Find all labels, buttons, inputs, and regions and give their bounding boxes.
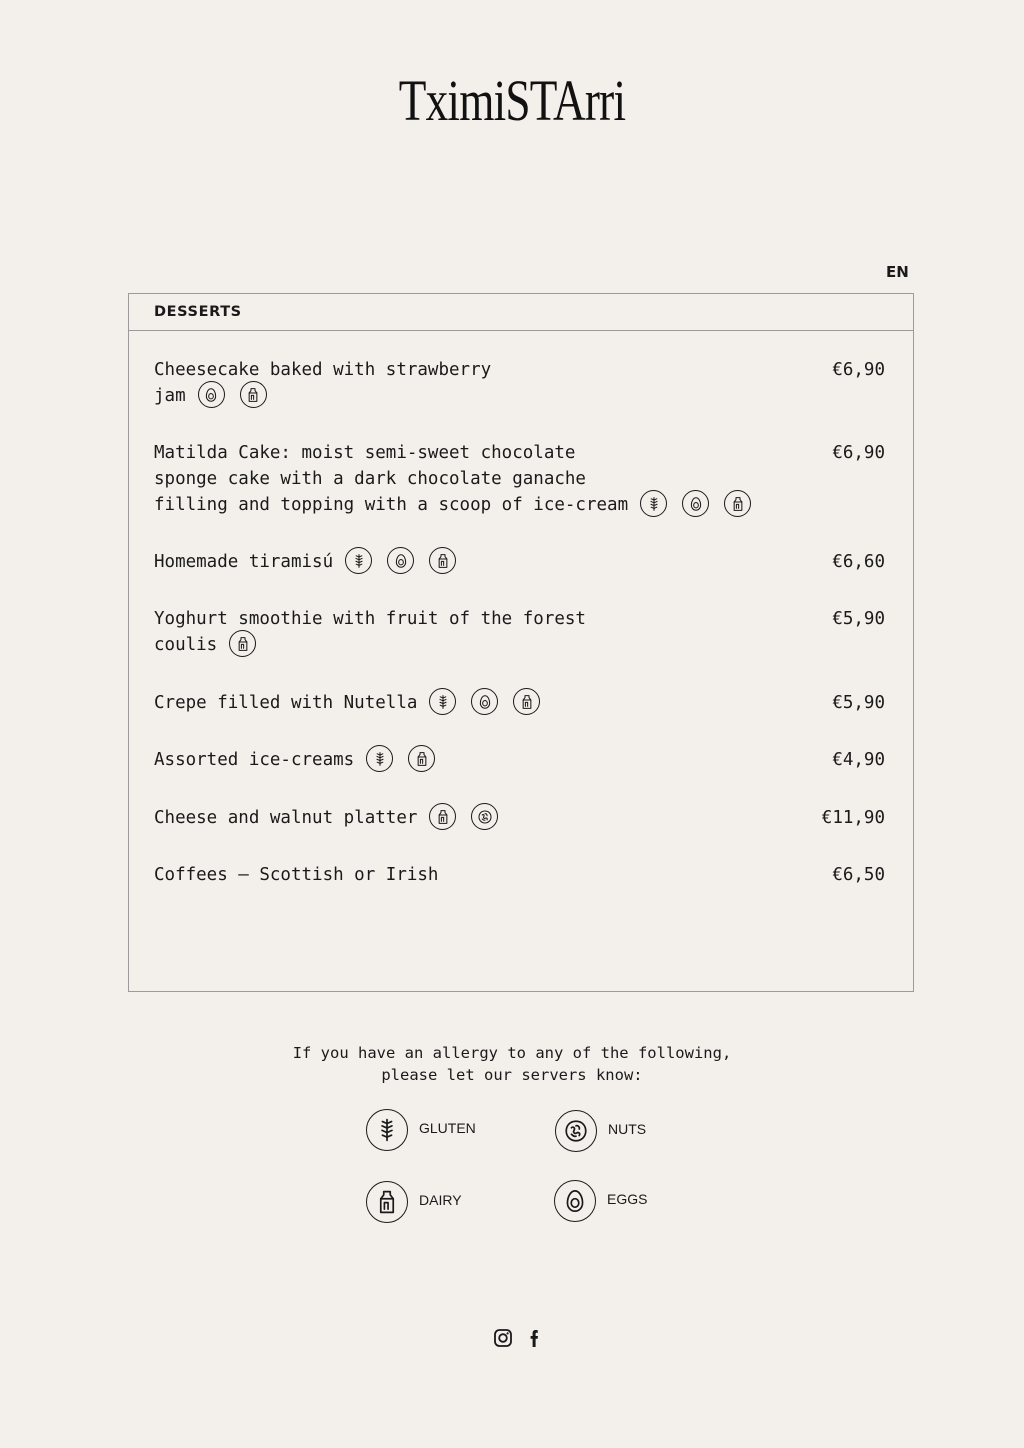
item-price: €6,90 bbox=[832, 360, 885, 380]
dairy-icon bbox=[429, 803, 456, 830]
item-price: €6,50 bbox=[832, 865, 885, 885]
nuts-icon bbox=[471, 803, 498, 830]
item-price: €5,90 bbox=[832, 609, 885, 629]
dairy-icon bbox=[513, 688, 540, 715]
item-name: Cheese and walnut platter bbox=[154, 808, 418, 828]
item-name: Coffees – Scottish or Irish bbox=[154, 865, 439, 885]
item-name: Matilda Cake: moist semi-sweet chocolate sponge cake with a dark chocolate ganache filling and topping with a scoop of ice-cream bbox=[154, 443, 629, 515]
menu-item bbox=[154, 357, 884, 410]
dairy-icon bbox=[408, 745, 435, 772]
facebook-icon[interactable] bbox=[525, 1327, 545, 1353]
instagram-icon[interactable] bbox=[493, 1327, 513, 1353]
legend-dairy bbox=[366, 1181, 462, 1223]
social-links bbox=[493, 1327, 545, 1353]
item-name: Yoghurt smoothie with fruit of the forest coulis bbox=[154, 609, 586, 655]
eggs-icon bbox=[387, 547, 414, 574]
menu-item bbox=[154, 549, 884, 576]
legend-gluten bbox=[366, 1109, 476, 1151]
legend-label: NUTS bbox=[608, 1121, 647, 1137]
brand-logo: TximiSTArri bbox=[398, 68, 626, 133]
menu-item bbox=[154, 440, 884, 519]
gluten-icon bbox=[429, 688, 456, 715]
gluten-icon bbox=[345, 547, 372, 574]
allergy-note-line: If you have an allergy to any of the following, bbox=[292, 1044, 732, 1062]
menu-section bbox=[128, 293, 914, 992]
allergy-note bbox=[0, 1042, 1024, 1086]
item-price: €6,90 bbox=[832, 443, 885, 463]
eggs-icon bbox=[554, 1180, 596, 1222]
menu-item bbox=[154, 690, 884, 717]
item-price: €4,90 bbox=[832, 750, 885, 770]
legend-nuts bbox=[555, 1110, 646, 1152]
dairy-icon bbox=[429, 547, 456, 574]
language-selector[interactable]: EN bbox=[886, 263, 909, 281]
item-price: €5,90 bbox=[832, 693, 885, 713]
item-name: Assorted ice-creams bbox=[154, 750, 355, 770]
dairy-icon bbox=[229, 630, 256, 657]
item-price: €11,90 bbox=[821, 808, 885, 828]
menu-item bbox=[154, 805, 884, 832]
dairy-icon bbox=[240, 381, 267, 408]
menu-item bbox=[154, 747, 884, 774]
eggs-icon bbox=[471, 688, 498, 715]
eggs-icon bbox=[198, 381, 225, 408]
legend-label: DAIRY bbox=[419, 1192, 462, 1208]
dairy-icon bbox=[724, 490, 751, 517]
eggs-icon bbox=[682, 490, 709, 517]
section-title: DESSERTS bbox=[129, 294, 913, 331]
legend-eggs bbox=[554, 1180, 647, 1222]
dairy-icon bbox=[366, 1181, 408, 1223]
gluten-icon bbox=[640, 490, 667, 517]
legend-label: GLUTEN bbox=[419, 1120, 476, 1136]
nuts-icon bbox=[555, 1110, 597, 1152]
item-price: €6,60 bbox=[832, 552, 885, 572]
gluten-icon bbox=[366, 745, 393, 772]
legend-label: EGGS bbox=[607, 1191, 648, 1207]
item-name: Cheesecake baked with strawberry jam bbox=[154, 360, 492, 406]
item-name: Homemade tiramisú bbox=[154, 552, 334, 572]
gluten-icon bbox=[366, 1109, 408, 1151]
menu-item bbox=[154, 606, 884, 659]
menu-item bbox=[154, 862, 884, 888]
item-name: Crepe filled with Nutella bbox=[154, 693, 418, 713]
allergy-note-line: please let our servers know: bbox=[381, 1066, 643, 1084]
